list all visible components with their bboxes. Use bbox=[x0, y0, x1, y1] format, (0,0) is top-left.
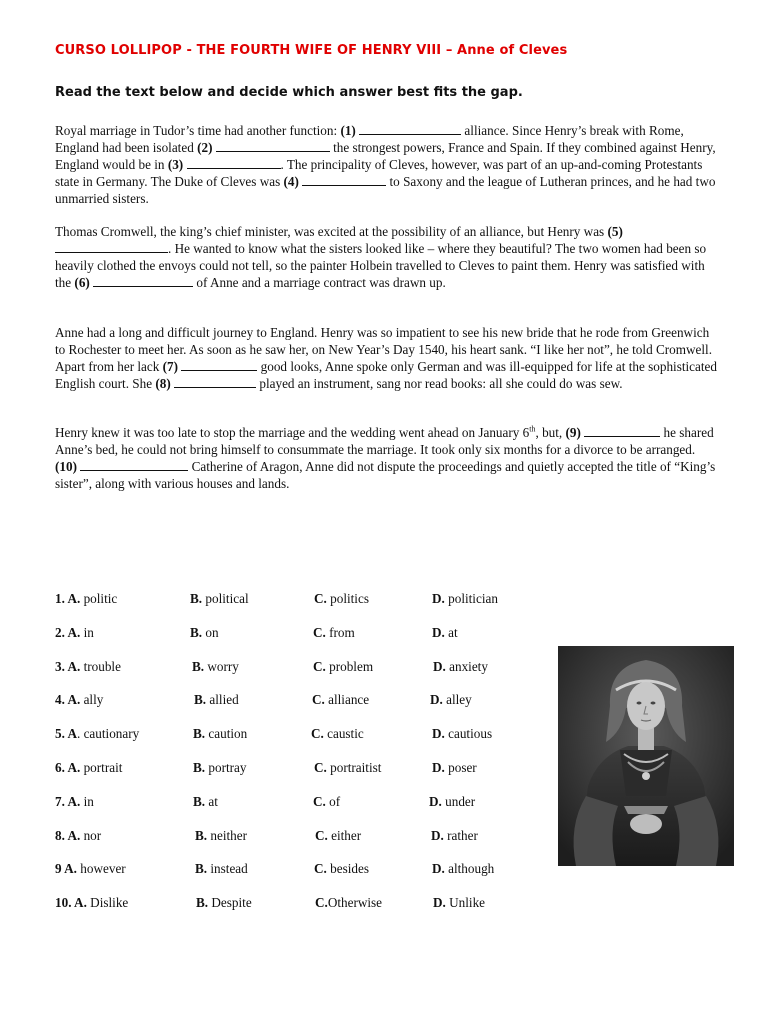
text: Thomas Cromwell, the king’s chief minister, was excited at the possibility of an alliance, but Henry was bbox=[55, 224, 608, 239]
option-b: B. instead bbox=[195, 861, 248, 877]
option-d: D. poser bbox=[432, 759, 477, 775]
gap-blank-5 bbox=[55, 241, 168, 253]
option-d: D. anxiety bbox=[433, 658, 488, 674]
gap-blank-4 bbox=[302, 174, 386, 186]
superscript: th bbox=[529, 424, 536, 434]
gap-number-2: (2) bbox=[197, 140, 213, 155]
option-a: 9 A. however bbox=[55, 861, 126, 877]
option-b: B. at bbox=[193, 793, 218, 809]
text: alliance. Since Henry’s break with Rome, England had been isolated bbox=[55, 123, 684, 155]
option-b: B. portray bbox=[193, 759, 247, 775]
option-a: 10. A. Dislike bbox=[55, 895, 129, 911]
gap-blank-6 bbox=[93, 275, 193, 287]
gap-number-6: (6) bbox=[74, 275, 90, 290]
portrait-illustration bbox=[558, 646, 734, 866]
text: . He wanted to know what the sisters looked like – where they beautiful? The two women had been so heavily clothed the envoys could not tell, so the painter Holbein travelled to Cleves to paint them. Henry was satisfied with the bbox=[55, 241, 707, 290]
gap-blank-10 bbox=[80, 459, 188, 471]
gap-blank-9 bbox=[584, 425, 660, 437]
option-a: 2. A. in bbox=[55, 624, 94, 640]
gap-number-1: (1) bbox=[340, 123, 356, 138]
option-a: 5. A. cautionary bbox=[55, 726, 140, 742]
gap-number-3: (3) bbox=[167, 157, 184, 172]
option-c: C. alliance bbox=[312, 692, 370, 708]
option-d: D. Unlike bbox=[433, 895, 486, 911]
gap-blank-1 bbox=[359, 123, 461, 135]
option-a: 7. A. in bbox=[55, 793, 94, 809]
gap-blank-3 bbox=[187, 157, 281, 169]
text: to Saxony and the league of Lutheran princes, and he had two unmarried sisters. bbox=[55, 174, 716, 206]
text: Royal marriage in Tudor’s time had another function: bbox=[55, 123, 341, 138]
option-c: C. of bbox=[313, 793, 341, 809]
text: the strongest powers, France and Spain. If they combined against Henry, England would be in bbox=[55, 140, 716, 172]
gap-blank-2 bbox=[216, 140, 330, 152]
text: played an instrument, sang nor read books: all she could do was sew. bbox=[256, 376, 623, 391]
gap-number-5: (5) bbox=[607, 224, 623, 239]
gap-number-7: (7) bbox=[162, 359, 179, 374]
option-c: C. either bbox=[315, 827, 362, 843]
option-c: C.Otherwise bbox=[315, 895, 383, 911]
option-c: C. portraitist bbox=[314, 759, 382, 775]
option-c: C. besides bbox=[314, 861, 369, 877]
paragraph-1 bbox=[55, 122, 720, 207]
option-c: C. caustic bbox=[311, 726, 364, 742]
option-a: 3. A. trouble bbox=[55, 658, 121, 674]
text: Anne had a long and difficult journey to England. Henry was so impatient to see his new bride that he rode from Greenwich to Rochester to meet her. As soon as he saw her, on New Year’s Day 1540, his heart sank. “I like her not”, he told Cromwell. Apart from her lack bbox=[55, 325, 712, 374]
text: . The principality of Cleves, however, was part of an up-and-coming Protestants state in Germany. The Duke of Cleves was bbox=[55, 157, 703, 189]
option-d: D. at bbox=[432, 624, 458, 640]
gap-number-9: (9) bbox=[565, 425, 581, 440]
option-a: 6. A. portrait bbox=[55, 759, 123, 775]
option-b: B. political bbox=[190, 591, 249, 606]
option-d: D. under bbox=[429, 793, 476, 809]
text: he shared Anne’s bed, he could not bring himself to consummate the marriage. It took only six months for a divorce to be arranged. bbox=[55, 425, 714, 457]
text: Catherine of Aragon, Anne did not dispute the proceedings and quietly accepted the title of “King’s sister”, along with various houses and lands. bbox=[55, 459, 716, 491]
option-c: C. from bbox=[313, 624, 355, 640]
option-b: B. allied bbox=[194, 692, 239, 708]
gap-number-10: (10) bbox=[55, 459, 77, 474]
portrait-image bbox=[558, 646, 734, 866]
option-d: D. cautious bbox=[432, 726, 493, 742]
option-d: D. politician bbox=[432, 591, 498, 606]
paragraph-2 bbox=[55, 223, 720, 291]
option-d: D. rather bbox=[431, 827, 478, 843]
option-b: B. worry bbox=[192, 658, 239, 674]
text: Henry knew it was too late to stop the marriage and the wedding went ahead on January 6 bbox=[55, 425, 530, 440]
option-d: D. alley bbox=[430, 692, 472, 708]
option-c: C. problem bbox=[313, 658, 374, 674]
gap-number-4: (4) bbox=[283, 174, 299, 189]
option-b: B. caution bbox=[193, 726, 248, 742]
paragraph-3 bbox=[55, 324, 720, 392]
instructions: Read the text below and decide which answer best fits the gap. bbox=[55, 85, 523, 100]
option-b: B. Despite bbox=[196, 895, 252, 911]
gap-number-8: (8) bbox=[155, 376, 171, 391]
option-d: D. although bbox=[432, 861, 495, 877]
page-title: CURSO LOLLIPOP - THE FOURTH WIFE OF HENRY VIII – Anne of Cleves bbox=[55, 43, 568, 58]
paragraph-4 bbox=[55, 424, 720, 492]
gap-blank-8 bbox=[174, 376, 256, 388]
option-c: C. politics bbox=[314, 591, 369, 606]
option-a: 1. A. politic bbox=[55, 591, 118, 606]
text: , but, bbox=[535, 425, 566, 440]
gap-blank-7 bbox=[181, 359, 257, 371]
text: of Anne and a marriage contract was drawn up. bbox=[193, 275, 446, 290]
text: good looks, Anne spoke only German and was ill-equipped for life at the sophisticated English court. She bbox=[55, 359, 717, 391]
option-a: 4. A. ally bbox=[55, 692, 104, 708]
option-b: B. on bbox=[190, 624, 219, 640]
option-a: 8. A. nor bbox=[55, 827, 102, 843]
option-b: B. neither bbox=[195, 827, 248, 843]
